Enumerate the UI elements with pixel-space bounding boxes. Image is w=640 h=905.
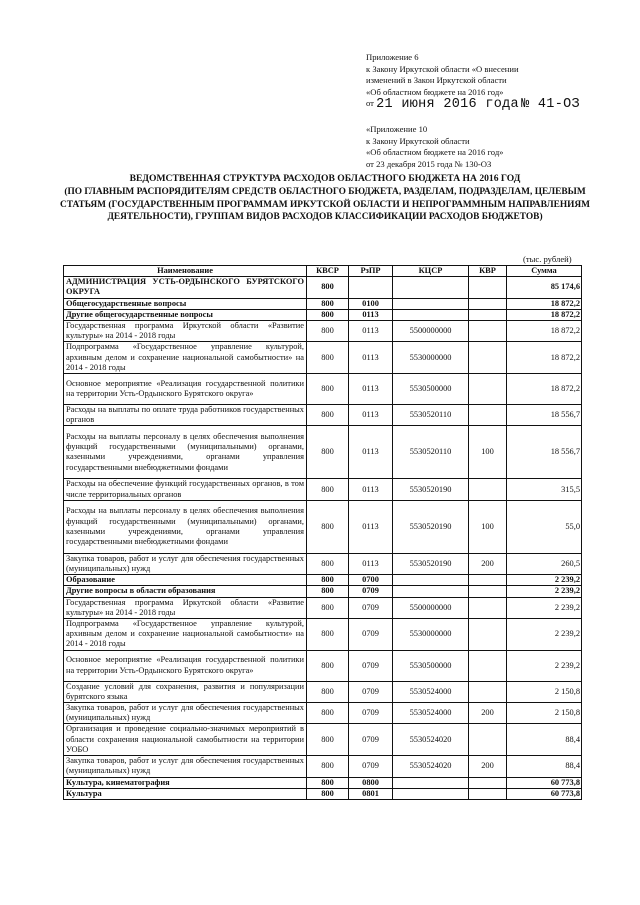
table-row [64,374,582,405]
cell-kvr [469,681,507,702]
cell-name: Другие вопросы в области образования [64,586,307,597]
cell-sum: 2 150,8 [507,703,582,724]
cell-name: Образование [64,575,307,586]
table-row [64,426,582,479]
cell-kvsr: 800 [307,703,349,724]
cell-kvr [469,619,507,651]
cell-rzpr: 0700 [349,575,393,586]
cell-name: Основное мероприятие «Реализация государственной политики на территории Усть-Ордынского Бурятского округа» [64,374,307,405]
cell-kvr [469,309,507,320]
cell-kvr: 100 [469,426,507,479]
table-row [64,405,582,426]
table-header-row [64,266,582,277]
cell-kvsr: 800 [307,650,349,681]
cell-sum: 315,5 [507,479,582,500]
table-row [64,500,582,553]
cell-kvr [469,650,507,681]
cell-sum: 2 239,2 [507,586,582,597]
table-row [64,553,582,574]
cell-sum: 60 773,8 [507,788,582,799]
cell-kcsr [393,298,469,309]
cell-kvsr: 800 [307,374,349,405]
cell-kcsr: 5530520190 [393,500,469,553]
cell-rzpr: 0709 [349,619,393,651]
cell-kvr: 200 [469,756,507,777]
cell-name: Основное мероприятие «Реализация государственной политики на территории Усть-Ордынского Бурятского округа» [64,650,307,681]
cell-kvsr: 800 [307,342,349,374]
cell-kcsr: 5530500000 [393,374,469,405]
cell-kvr [469,321,507,342]
cell-sum: 18 872,2 [507,321,582,342]
table-row [64,756,582,777]
cell-sum: 2 239,2 [507,575,582,586]
attachment-6-header [366,52,626,111]
cell-kvsr: 800 [307,479,349,500]
cell-kvsr: 800 [307,309,349,320]
table-row [64,479,582,500]
cell-name: Общегосударственные вопросы [64,298,307,309]
cell-kvr [469,724,507,756]
cell-kcsr [393,586,469,597]
table-row [64,788,582,799]
cell-kvsr: 800 [307,426,349,479]
cell-rzpr: 0709 [349,703,393,724]
cell-name: Закупка товаров, работ и услуг для обеспечения государственных (муниципальных) нужд [64,756,307,777]
cell-sum: 18 872,2 [507,309,582,320]
document-title [55,173,595,224]
cell-kcsr: 5530520110 [393,405,469,426]
stamp-number: № 41-ОЗ [521,97,580,113]
units-label: (тыс. рублей) [523,254,572,264]
stamp-date: 21 июня 2016 года [376,97,519,113]
cell-kcsr: 5530520190 [393,479,469,500]
cell-sum: 18 872,2 [507,342,582,374]
cell-rzpr: 0113 [349,553,393,574]
attachment-6-line: изменений в Закон Иркутской области [366,75,507,86]
cell-rzpr: 0113 [349,500,393,553]
cell-kvsr: 800 [307,777,349,788]
cell-name: Подпрограмма «Государственное управление культурой, архивным делом и сохранение национальной самобытности» на 2014 - 2018 годы [64,342,307,374]
cell-kcsr [393,277,469,298]
table-row [64,777,582,788]
cell-rzpr: 0113 [349,321,393,342]
cell-sum: 2 239,2 [507,597,582,618]
cell-sum: 18 556,7 [507,426,582,479]
cell-name: АДМИНИСТРАЦИЯ УСТЬ-ОРДЫНСКОГО БУРЯТСКОГО ОКРУГА [64,277,307,298]
cell-kvsr: 800 [307,500,349,553]
cell-kvsr: 800 [307,277,349,298]
cell-kvr [469,575,507,586]
cell-rzpr: 0709 [349,681,393,702]
cell-kvsr: 800 [307,756,349,777]
cell-sum: 55,0 [507,500,582,553]
cell-name: Расходы на выплаты по оплате труда работников государственных органов [64,405,307,426]
cell-kcsr: 5530524000 [393,681,469,702]
cell-kcsr [393,309,469,320]
col-header-kvsr: КВСР [307,266,349,277]
cell-kcsr [393,788,469,799]
cell-rzpr: 0100 [349,298,393,309]
cell-rzpr: 0801 [349,788,393,799]
attachment-10-line: «Об областном бюджете на 2016 год» [366,147,504,158]
cell-name: Расходы на выплаты персоналу в целях обеспечения выполнения функций государственными (муниципальными) органами, казенными учреждениями, органами управления государственными внебюджетными фондами [64,426,307,479]
table-row [64,724,582,756]
cell-kcsr: 5530520110 [393,426,469,479]
cell-kvr: 200 [469,553,507,574]
cell-kcsr: 5530000000 [393,342,469,374]
attachment-10-line: от 23 декабря 2015 года № 130-ОЗ [366,158,492,169]
cell-kcsr: 5530500000 [393,650,469,681]
col-header-sum: Сумма [507,266,582,277]
cell-rzpr: 0113 [349,309,393,320]
table-row [64,650,582,681]
cell-kcsr: 5530524020 [393,724,469,756]
cell-kvr [469,405,507,426]
cell-name: Культура [64,788,307,799]
cell-kvr [469,597,507,618]
attachment-6-line: «Об областном бюджете на 2016 год» [366,86,504,97]
attachment-6-line: Приложение 6 [366,52,419,62]
cell-kcsr: 5530000000 [393,619,469,651]
cell-rzpr: 0113 [349,405,393,426]
col-header-kcsr: КЦСР [393,266,469,277]
cell-sum: 2 150,8 [507,681,582,702]
cell-rzpr: 0113 [349,479,393,500]
table-row [64,586,582,597]
cell-kvsr: 800 [307,553,349,574]
cell-kcsr: 5530524000 [393,703,469,724]
cell-kvr: 200 [469,703,507,724]
cell-kvsr: 800 [307,586,349,597]
title-main: ВЕДОМСТВЕННАЯ СТРУКТУРА РАСХОДОВ ОБЛАСТНОГО БЮДЖЕТА НА 2016 ГОД [129,173,521,184]
cell-kvr: 100 [469,500,507,553]
table-row [64,309,582,320]
cell-kvr [469,777,507,788]
cell-kvr [469,374,507,405]
cell-sum: 18 872,2 [507,298,582,309]
cell-kvsr: 800 [307,298,349,309]
table-row [64,619,582,651]
cell-rzpr: 0800 [349,777,393,788]
cell-name: Подпрограмма «Государственное управление культурой, архивным делом и сохранение национальной самобытности» на 2014 - 2018 годы [64,619,307,651]
budget-table [63,265,582,800]
cell-rzpr: 0709 [349,597,393,618]
cell-kvsr: 800 [307,575,349,586]
attachment-6-line: к Закону Иркутской области «О внесении [366,63,519,74]
ot-prefix: от [366,98,374,109]
cell-rzpr: 0709 [349,724,393,756]
cell-sum: 85 174,6 [507,277,582,298]
cell-rzpr [349,277,393,298]
cell-kvsr: 800 [307,681,349,702]
cell-kcsr [393,777,469,788]
cell-rzpr: 0709 [349,650,393,681]
col-header-kvr: КВР [469,266,507,277]
cell-kvr [469,586,507,597]
cell-rzpr: 0113 [349,374,393,405]
cell-name: Культура, кинематография [64,777,307,788]
cell-name: Создание условий для сохранения, развития и популяризации бурятского языка [64,681,307,702]
cell-sum: 260,5 [507,553,582,574]
attachment-10-line: к Закону Иркутской области [366,135,470,146]
attachment-10-header [366,124,626,170]
cell-name: Другие общегосударственные вопросы [64,309,307,320]
cell-sum: 18 556,7 [507,405,582,426]
cell-kcsr: 5500000000 [393,597,469,618]
table-row [64,575,582,586]
attachment-10-line: «Приложение 10 [366,124,428,134]
table-row [64,298,582,309]
cell-rzpr: 0113 [349,426,393,479]
cell-name: Расходы на обеспечение функций государственных органов, в том числе территориальных органов [64,479,307,500]
cell-kcsr: 5530520190 [393,553,469,574]
cell-sum: 88,4 [507,724,582,756]
cell-sum: 2 239,2 [507,650,582,681]
table-row [64,277,582,298]
cell-kvsr: 800 [307,724,349,756]
cell-rzpr: 0113 [349,342,393,374]
cell-name: Закупка товаров, работ и услуг для обеспечения государственных (муниципальных) нужд [64,703,307,724]
cell-name: Расходы на выплаты персоналу в целях обеспечения выполнения функций государственными (муниципальными) органами, казенными учреждениями, органами управления государственными внебюджетными фондами [64,500,307,553]
cell-kvsr: 800 [307,405,349,426]
table-row [64,321,582,342]
cell-kcsr [393,575,469,586]
cell-rzpr: 0709 [349,756,393,777]
cell-kvsr: 800 [307,597,349,618]
cell-name: Государственная программа Иркутской области «Развитие культуры» на 2014 - 2018 годы [64,597,307,618]
cell-sum: 88,4 [507,756,582,777]
cell-name: Закупка товаров, работ и услуг для обеспечения государственных (муниципальных) нужд [64,553,307,574]
cell-name: Организация и проведение социально-значимых мероприятий в области сохранения национальной самобытности на территории УОБО [64,724,307,756]
col-header-rzpr: РзПР [349,266,393,277]
cell-rzpr: 0709 [349,586,393,597]
cell-sum: 18 872,2 [507,374,582,405]
cell-sum: 2 239,2 [507,619,582,651]
cell-kvsr: 800 [307,321,349,342]
stamp-line [366,98,626,111]
cell-sum: 60 773,8 [507,777,582,788]
table-row [64,597,582,618]
cell-kcsr: 5500000000 [393,321,469,342]
cell-kcsr: 5530524020 [393,756,469,777]
cell-kvsr: 800 [307,788,349,799]
cell-kvr [469,479,507,500]
table-body [64,277,582,800]
table-row [64,703,582,724]
table-row [64,342,582,374]
cell-kvr [469,788,507,799]
cell-kvr [469,277,507,298]
cell-kvr [469,298,507,309]
cell-kvr [469,342,507,374]
cell-name: Государственная программа Иркутской области «Развитие культуры» на 2014 - 2018 годы [64,321,307,342]
table-row [64,681,582,702]
col-header-name: Наименование [64,266,307,277]
title-subtitle: (ПО ГЛАВНЫМ РАСПОРЯДИТЕЛЯМ СРЕДСТВ ОБЛАСТНОГО БЮДЖЕТА, РАЗДЕЛАМ, ПОДРАЗДЕЛАМ, ЦЕЛЕВЫМ СТАТЬЯМ (ГОСУДАРСТВЕННЫМ ПРОГРАММАМ ИРКУТСКОЙ ОБЛАСТИ И НЕПРОГРАММНЫМ НАПРАВЛЕНИЯМ ДЕЯТЕЛЬНОСТИ), ГРУППАМ ВИДОВ РАСХОДОВ КЛАССИФИКАЦИИ РАСХОДОВ БЮДЖЕТОВ) [59,186,591,223]
cell-kvsr: 800 [307,619,349,651]
